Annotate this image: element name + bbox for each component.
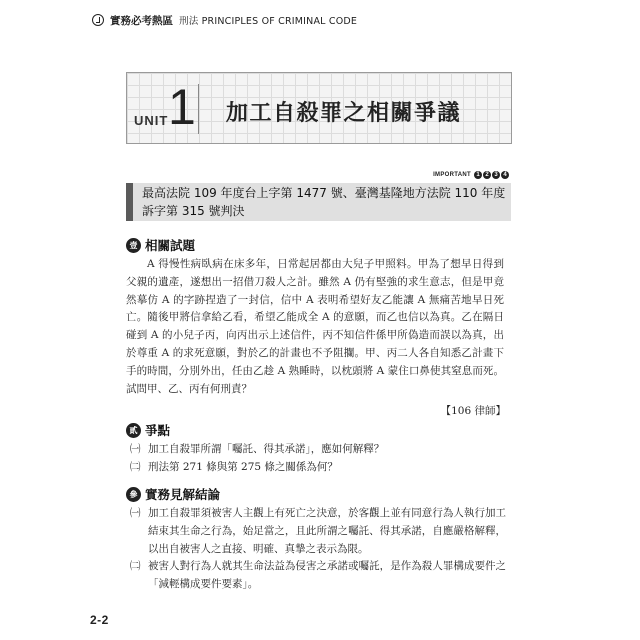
list-marker: ㈠ [130,443,141,455]
running-header [92,12,357,28]
unit-title: 加工自殺罪之相關爭議 [226,101,462,126]
importance-dot-icon: 3 [492,171,500,179]
unit-label: UNIT [134,113,169,128]
section-badge-icon: 參 [126,487,141,502]
case-reference-bar [126,183,133,221]
importance-label: IMPORTANT [433,172,471,178]
importance-dot-icon: 2 [483,171,491,179]
section-heading-issues [126,421,170,439]
unit-divider [198,84,199,134]
case-reference-box [126,183,511,221]
book-title: 實務必考熱區 [110,14,173,27]
section-title: 爭點 [145,423,171,438]
list-marker: ㈡ [130,560,141,573]
importance-dot-icon: 4 [501,171,509,179]
book-subtitle: 刑法 PRINCIPLES OF CRIMINAL CODE [179,16,358,27]
list-item [130,441,506,459]
importance-rating [433,171,509,179]
section-heading-conclusion [126,485,220,503]
conclusion-list [130,505,506,594]
importance-dot-icon: 1 [474,171,482,179]
list-item [130,505,506,558]
section-badge-icon: 貳 [126,423,141,438]
exam-source: 【106 律師】 [440,405,506,417]
section-badge-icon: 壹 [126,238,141,253]
question-text: A 得慢性病臥病在床多年，日常起居都由大兒子甲照料。甲為了想早日得到父親的遺產，遂想出一招借刀殺人之計。雖然 A 仍有堅強的求生意志，但是甲竟然摹仿 A 的字跡捏造了一封信，信中 A 表明希望好友乙能讓 A 無痛苦地早日死亡。隨後甲將信拿給乙看，希望乙能成全 A 的意願，而乙也信以為真。乙在隔日碰到 A 的小兒子丙，向丙出示上述信件，丙不知信件係甲所偽造而誤以為真，出於尊重 A 的求死意願，對於乙的計畫也不予阻攔。甲、丙二人各自知悉乙計畫下手的時間，分別外出，任由乙趁 A 熟睡時，以枕頭將 A 蒙住口鼻使其窒息而死。試問甲、乙、丙有何刑責？ [126,258,504,395]
list-text: 加工自殺罪須被害人主觀上有死亡之決意，於客觀上並有同意行為人執行加工結束其生命之行為，始足當之，且此所謂之囑託、得其承諾，自應嚴格解釋，以出自被害人之直接、明確、真摯之表示為限。 [148,507,506,555]
section-title: 實務見解結論 [145,487,221,502]
list-marker: ㈡ [130,460,141,473]
issues-list [130,441,506,477]
list-item [130,558,506,594]
list-text: 被害人對行為人就其生命法益為侵害之承諾或囑託，是作為殺人罪構成要件之「減輕構成要件要素」。 [148,560,506,591]
section-heading-question [126,236,195,254]
checkmark-circle-icon [92,14,104,26]
list-marker: ㈠ [130,507,141,519]
list-text: 加工自殺罪所謂「囑託、得其承諾」，應如何解釋？ [148,443,385,455]
page-number: 2-2 [90,613,109,627]
case-reference-text: 最高法院 109 年度台上字第 1477 號、臺灣基隆地方法院 110 年度訴字第 315 號判決 [142,186,506,218]
unit-number: 1 [168,79,196,135]
section-title: 相關試題 [145,238,196,253]
list-text: 刑法第 271 條與第 275 條之關係為何？ [148,460,338,473]
list-item [130,459,506,477]
